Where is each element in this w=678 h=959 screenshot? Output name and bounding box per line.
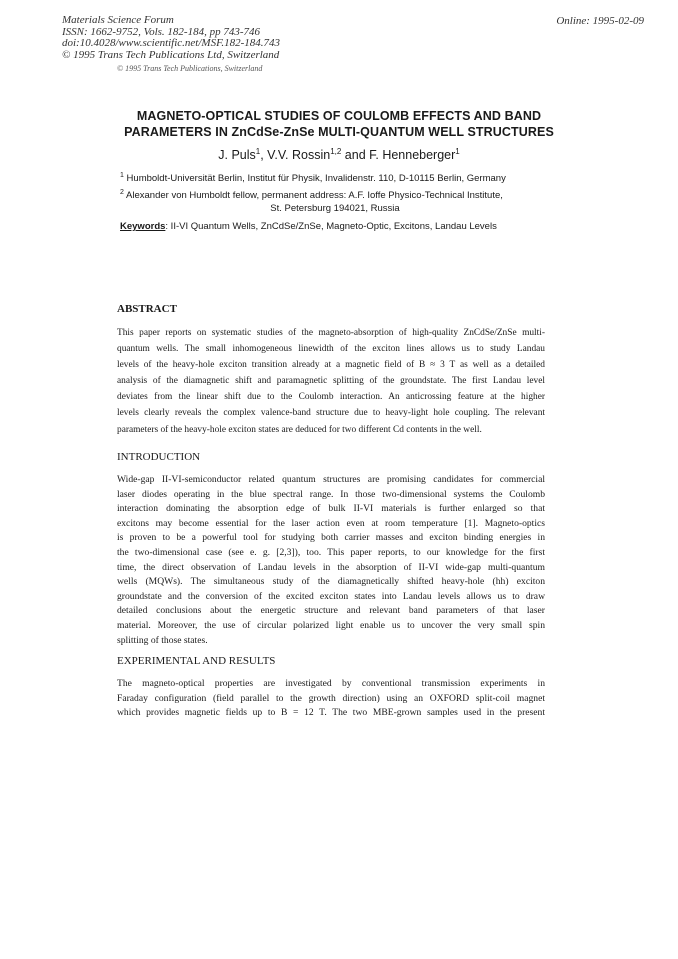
- author-affiliation-mark: 1: [255, 147, 261, 156]
- affiliation-2: [120, 186, 550, 215]
- keywords-label: Keywords: [120, 221, 166, 232]
- affiliation-mark: 2: [120, 189, 124, 196]
- doi-link[interactable]: doi:10.4028/www.scientific.net/MSF.182-184.743: [62, 37, 281, 49]
- author-name: J. Puls: [218, 148, 256, 163]
- text-line: analysis of the diamagnetic shift and paramagnetic splitting of the groundstate. The first Landau level: [117, 376, 545, 387]
- paper-title: [0, 108, 678, 140]
- text-line: deviates from the linear shift due to the Coulomb interaction. An anticrossing feature at the higher: [117, 392, 545, 403]
- text-line: Wide-gap II-VI-semiconductor related quantum structures are promising candidates for commercial: [117, 474, 545, 485]
- issn: ISSN: 1662-9752, Vols. 182-184, pp 743-746: [62, 25, 260, 38]
- copyright: © 1995 Trans Tech Publications Ltd, Switzerland: [62, 48, 280, 61]
- text-line: levels of the heavy-hole exciton transition already at a magnetic field of B ≈ 3 T as well as a detailed: [117, 360, 545, 371]
- affiliation-mark: 1: [120, 172, 124, 179]
- author-separator: ,: [260, 148, 268, 163]
- section-heading-experimental: EXPERIMENTAL AND RESULTS: [117, 655, 276, 667]
- author-name: F. Henneberger: [369, 148, 456, 163]
- text-line: groundstate and the conversion of the excited exciton states into Landau levels allows us to draw: [117, 590, 545, 602]
- author-affiliation-mark: 1,2: [330, 147, 342, 156]
- text-line: the two-dimensional case (see e. g. [2,3]), too. This paper reports, to our knowledge for the first: [117, 546, 545, 558]
- text-line: interaction dominating the absorption edge of bulk II-VI materials is further enlarged so that: [117, 503, 545, 515]
- text-line: splitting of those states.: [117, 634, 208, 646]
- author-affiliation-mark: 1: [455, 147, 460, 156]
- title-line-1: MAGNETO-OPTICAL STUDIES OF COULOMB EFFECTS AND BAND: [136, 109, 542, 123]
- journal-header: [62, 15, 280, 61]
- journal-name: Materials Science Forum: [62, 14, 174, 26]
- title-line-2: PARAMETERS IN ZnCdSe-ZnSe MULTI-QUANTUM WELL STRUCTURES: [124, 125, 554, 139]
- affiliation-1: [120, 169, 550, 185]
- text-line: The magneto-optical properties are investigated by conventional transmission experiments in: [117, 678, 545, 689]
- text-line: which provides magnetic fields up to B = 12 T. The two MBE-grown samples used in the present: [117, 707, 545, 719]
- experimental-body: [117, 677, 545, 721]
- text-line: Faraday configuration (field parallel to the growth direction) using an OXFORD split-coil magnet: [117, 692, 545, 704]
- abstract-body: [117, 325, 545, 438]
- text-line: levels clearly reveals the complex valence-band structure due to heavy-light hole coupling. The relevant: [117, 408, 545, 419]
- author-name: V.V. Rossin: [267, 148, 331, 163]
- text-line: parameters of the heavy-hole exciton states are deduced for two different Cd contents in the well.: [117, 424, 482, 435]
- text-line: time, the direct observation of Landau levels in the absorption of II-VI wide-gap multi-quantum: [117, 561, 545, 573]
- affiliation-text: Humboldt-Universität Berlin, Institut für Physik, Invalidenstr. 110, D-10115 Berlin, Germany: [126, 173, 506, 185]
- text-line: detailed conclusions about the energetic structure and relevant band parameters of that laser: [117, 605, 545, 617]
- introduction-body: [117, 473, 545, 648]
- section-heading-introduction: INTRODUCTION: [117, 451, 201, 463]
- author-separator: and: [341, 148, 370, 163]
- text-line: material. Moreover, the use of circular polarized light enable us to uncover the very small spin: [117, 619, 545, 631]
- text-line: is proven to be a powerful tool for studying both carrier masses and exciton binding energies in: [117, 532, 545, 544]
- affiliation-text-cont: St. Petersburg 194021, Russia: [270, 203, 400, 215]
- section-heading-abstract: ABSTRACT: [117, 303, 177, 315]
- text-line: wells (MQWs). The simultaneous study of the diamagnetically shifted heavy-hole (hh) exciton: [117, 576, 545, 588]
- keywords-text: : II-VI Quantum Wells, ZnCdSe/ZnSe, Magneto-Optic, Excitons, Landau Levels: [165, 221, 497, 232]
- text-line: This paper reports on systematic studies of the magneto-absorption of high-quality ZnCdSe/ZnSe multi-: [117, 328, 545, 338]
- affiliation-text: Alexander von Humboldt fellow, permanent address: A.F. Ioffe Physico-Technical Institute,: [126, 190, 503, 202]
- text-line: laser diodes operating in the blue spectral range. In those two-dimensional systems the Coulomb: [117, 488, 545, 500]
- text-line: excitons may become essential for the laser action even at room temperature [1]. Magneto-optics: [117, 517, 545, 529]
- copyright-small: © 1995 Trans Tech Publications, Switzerland: [117, 64, 263, 73]
- author-list: [0, 147, 678, 162]
- text-line: quantum wells. The small inhomogeneous linewidth of the exciton lines allows us to study Landau: [117, 344, 545, 355]
- keywords: [120, 221, 560, 232]
- online-date: Online: 1995-02-09: [556, 15, 644, 27]
